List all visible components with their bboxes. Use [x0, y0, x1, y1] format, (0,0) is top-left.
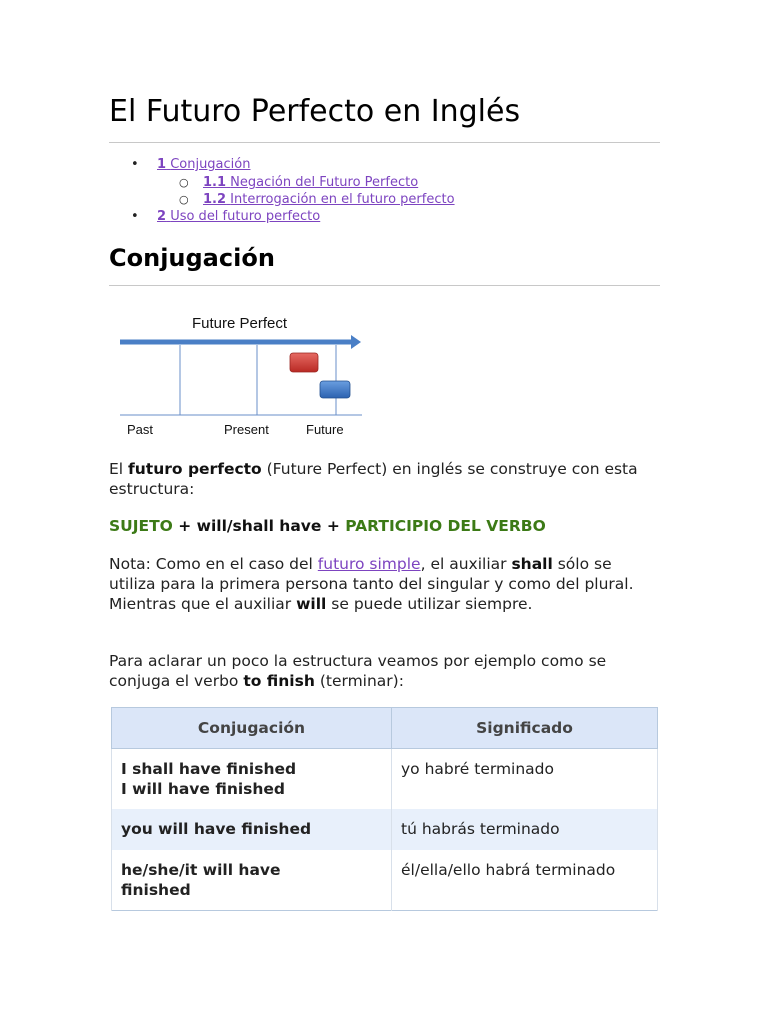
formula-participle: PARTICIPIO DEL VERBO: [345, 517, 546, 535]
column-header-significado: Significado: [392, 708, 658, 749]
example-paragraph: [109, 651, 661, 691]
table-header-row: [112, 708, 658, 749]
diagram-title: Future Perfect: [192, 315, 288, 332]
toc-label: Uso del futuro perfecto: [170, 209, 321, 224]
table-row: [112, 809, 658, 850]
toc-number: 1.1: [203, 175, 227, 190]
circle-bullet-icon: ○: [179, 176, 189, 189]
formula-subject: SUJETO: [109, 517, 173, 535]
toc-label: Negación del Futuro Perfecto: [230, 175, 419, 190]
column-header-conjugacion: Conjugación: [112, 708, 392, 749]
formula-plus: +: [172, 517, 197, 535]
text: se puede utilizar siempre.: [326, 595, 533, 613]
conjugation-line: I shall have finished: [121, 760, 297, 778]
red-marker: [290, 353, 318, 372]
arrow-head-icon: [351, 335, 361, 349]
meaning-cell: tú habrás terminado: [392, 809, 658, 850]
conjugation-cell: [112, 749, 392, 810]
toc-link-uso[interactable]: [157, 209, 320, 224]
bullet-icon: •: [131, 157, 139, 172]
text: El: [109, 460, 129, 478]
toc-label: Conjugación: [170, 157, 251, 172]
toc-label: Interrogación en el futuro perfecto: [230, 192, 455, 207]
conjugation-line: I will have finished: [121, 780, 286, 798]
conjugation-line: finished: [121, 881, 191, 899]
toc-item-1-2: [181, 191, 455, 208]
conjugation-cell: [112, 809, 392, 850]
page-title: El Futuro Perfecto en Inglés: [109, 92, 660, 143]
toc-number: 1.2: [203, 192, 227, 207]
text: , el auxiliar: [420, 555, 512, 573]
conjugation-table: [111, 707, 658, 911]
conjugation-cell: [112, 850, 392, 911]
toc-item-2: [133, 208, 320, 225]
conjugation-line: you will have finished: [121, 820, 312, 838]
nota-paragraph: [109, 554, 661, 614]
term-shall: shall: [511, 555, 553, 573]
formula-plus: +: [321, 517, 346, 535]
futuro-simple-link[interactable]: futuro simple: [317, 555, 421, 573]
section-heading-conjugacion: Conjugación: [109, 240, 660, 286]
formula-auxiliary: will/shall have: [196, 517, 322, 535]
label-future: Future: [306, 422, 344, 437]
toc-link-conjugacion[interactable]: [157, 157, 250, 172]
term-will: will: [296, 595, 327, 613]
circle-bullet-icon: ○: [179, 193, 189, 206]
meaning-cell: él/ella/ello habrá terminado: [392, 850, 658, 911]
bullet-icon: •: [131, 209, 139, 224]
term-futuro-perfecto: futuro perfecto: [128, 460, 262, 478]
meaning-cell: yo habré terminado: [392, 749, 658, 810]
toc-item-1: [133, 156, 250, 173]
text: Para aclarar un poco la estructura veamos por ejemplo como se conjuga el verbo: [109, 652, 607, 690]
blue-marker: [320, 381, 350, 398]
conjugation-line: he/she/it will have: [121, 861, 281, 879]
text: (Future Perfect) en inglés se construye con esta estructura:: [109, 460, 638, 498]
text: Nota: Como en el caso del: [109, 555, 318, 573]
text: (terminar):: [314, 672, 404, 690]
table-row: [112, 749, 658, 810]
future-perfect-diagram: [117, 308, 367, 440]
toc-item-1-1: [181, 174, 418, 191]
intro-paragraph: [109, 459, 661, 499]
toc-number: 1: [157, 157, 167, 172]
text: sólo se utiliza para la primera persona tanto del singular y como del plural. Mientras que el auxiliar: [109, 555, 634, 613]
label-past: Past: [127, 422, 154, 437]
term-to-finish: to finish: [243, 672, 315, 690]
structure-formula: [109, 516, 661, 536]
label-present: Present: [224, 422, 269, 437]
toc-link-negacion[interactable]: [203, 175, 418, 190]
toc-link-interrogacion[interactable]: [203, 192, 455, 207]
toc-number: 2: [157, 209, 167, 224]
table-row: [112, 850, 658, 911]
